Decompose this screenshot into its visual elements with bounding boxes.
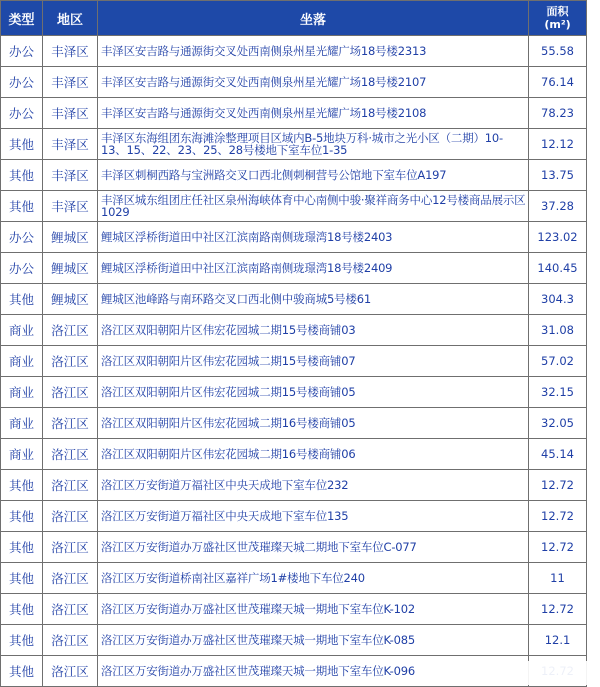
cell-type: 其他 xyxy=(1,501,43,532)
table-row xyxy=(1,656,587,687)
cell-area: 丰泽区 xyxy=(43,160,98,191)
cell-area: 丰泽区 xyxy=(43,98,98,129)
cell-type: 其他 xyxy=(1,284,43,315)
watermark-cover xyxy=(520,661,600,685)
cell-size: 31.08 xyxy=(529,315,587,346)
cell-size: 45.14 xyxy=(529,439,587,470)
header-row xyxy=(1,1,587,36)
table-row xyxy=(1,439,587,470)
cell-size: 32.15 xyxy=(529,377,587,408)
cell-location: 丰泽区刺桐西路与宝洲路交叉口西北侧刺桐营号公馆地下室车位A197 xyxy=(98,160,529,191)
cell-area: 鲤城区 xyxy=(43,253,98,284)
table-row xyxy=(1,98,587,129)
cell-type: 办公 xyxy=(1,222,43,253)
table-row xyxy=(1,284,587,315)
cell-location: 鲤城区浮桥街道田中社区江滨南路南侧珑璟湾18号楼2403 xyxy=(98,222,529,253)
cell-area: 洛江区 xyxy=(43,625,98,656)
table-row xyxy=(1,563,587,594)
cell-type: 办公 xyxy=(1,98,43,129)
cell-location: 丰泽区安吉路与通源街交叉处西南侧泉州星光耀广场18号楼2313 xyxy=(98,36,529,67)
cell-area: 洛江区 xyxy=(43,563,98,594)
cell-area: 鲤城区 xyxy=(43,284,98,315)
cell-type: 商业 xyxy=(1,408,43,439)
cell-size: 78.23 xyxy=(529,98,587,129)
cell-area: 鲤城区 xyxy=(43,222,98,253)
cell-size: 12.72 xyxy=(529,594,587,625)
cell-type: 其他 xyxy=(1,160,43,191)
cell-size: 123.02 xyxy=(529,222,587,253)
table-row xyxy=(1,222,587,253)
cell-area: 丰泽区 xyxy=(43,191,98,222)
cell-location: 洛江区双阳朝阳片区伟宏花园城二期15号楼商铺07 xyxy=(98,346,529,377)
cell-type: 其他 xyxy=(1,656,43,687)
cell-size: 11 xyxy=(529,563,587,594)
header-location: 坐落 xyxy=(98,1,529,36)
cell-area: 洛江区 xyxy=(43,532,98,563)
cell-location: 洛江区双阳朝阳片区伟宏花园城二期16号楼商铺06 xyxy=(98,439,529,470)
cell-size: 57.02 xyxy=(529,346,587,377)
cell-type: 其他 xyxy=(1,129,43,160)
table-row xyxy=(1,594,587,625)
cell-type: 其他 xyxy=(1,625,43,656)
cell-location: 丰泽区安吉路与通源街交叉处西南侧泉州星光耀广场18号楼2108 xyxy=(98,98,529,129)
table-row xyxy=(1,408,587,439)
cell-location: 洛江区万安街道桥南社区嘉祥广场1#楼地下车位240 xyxy=(98,563,529,594)
table-row xyxy=(1,160,587,191)
cell-location: 洛江区双阳朝阳片区伟宏花园城二期15号楼商铺05 xyxy=(98,377,529,408)
cell-area: 洛江区 xyxy=(43,377,98,408)
table-row xyxy=(1,377,587,408)
cell-area: 丰泽区 xyxy=(43,67,98,98)
header-size-line2: (m²) xyxy=(544,18,571,31)
cell-area: 洛江区 xyxy=(43,656,98,687)
cell-size: 12.72 xyxy=(529,532,587,563)
cell-size: 12.72 xyxy=(529,470,587,501)
cell-size: 140.45 xyxy=(529,253,587,284)
cell-size: 304.3 xyxy=(529,284,587,315)
cell-type: 其他 xyxy=(1,563,43,594)
cell-type: 商业 xyxy=(1,315,43,346)
cell-location: 鲤城区池峰路与南环路交叉口西北侧中骏商城5号楼61 xyxy=(98,284,529,315)
header-size xyxy=(529,1,587,36)
table-row xyxy=(1,346,587,377)
cell-area: 洛江区 xyxy=(43,470,98,501)
header-size-line1: 面积 xyxy=(546,5,569,18)
cell-area: 洛江区 xyxy=(43,594,98,625)
cell-area: 洛江区 xyxy=(43,439,98,470)
table-row xyxy=(1,501,587,532)
table-row xyxy=(1,36,587,67)
cell-type: 商业 xyxy=(1,346,43,377)
cell-location: 洛江区万安街道办万盛社区世茂璀璨天城一期地下室车位K-085 xyxy=(98,625,529,656)
cell-location: 洛江区双阳朝阳片区伟宏花园城二期15号楼商铺03 xyxy=(98,315,529,346)
cell-location: 鲤城区浮桥街道田中社区江滨南路南侧珑璟湾18号楼2409 xyxy=(98,253,529,284)
table-row xyxy=(1,67,587,98)
table-row xyxy=(1,191,587,222)
table-row xyxy=(1,129,587,160)
table-row xyxy=(1,625,587,656)
cell-location: 洛江区万安街道办万盛社区世茂璀璨天城一期地下室车位K-102 xyxy=(98,594,529,625)
cell-area: 丰泽区 xyxy=(43,36,98,67)
table-row xyxy=(1,315,587,346)
cell-area: 洛江区 xyxy=(43,315,98,346)
cell-type: 其他 xyxy=(1,532,43,563)
cell-size: 13.75 xyxy=(529,160,587,191)
cell-size: 37.28 xyxy=(529,191,587,222)
cell-type: 商业 xyxy=(1,377,43,408)
cell-location: 洛江区万安街道万福社区中央天成地下室车位135 xyxy=(98,501,529,532)
cell-type: 办公 xyxy=(1,36,43,67)
cell-location: 丰泽区城东组团庄任社区泉州海峡体育中心南侧中骏·聚祥商务中心12号楼商品展示区1029 xyxy=(98,191,529,222)
cell-area: 洛江区 xyxy=(43,501,98,532)
cell-type: 办公 xyxy=(1,253,43,284)
cell-location: 洛江区万安街道办万盛社区世茂璀璨天城一期地下室车位K-096 xyxy=(98,656,529,687)
cell-location: 洛江区万安街道万福社区中央天成地下室车位232 xyxy=(98,470,529,501)
cell-type: 其他 xyxy=(1,470,43,501)
cell-location: 洛江区双阳朝阳片区伟宏花园城二期16号楼商铺05 xyxy=(98,408,529,439)
cell-area: 洛江区 xyxy=(43,408,98,439)
cell-size: 12.1 xyxy=(529,625,587,656)
cell-area: 洛江区 xyxy=(43,346,98,377)
cell-type: 办公 xyxy=(1,67,43,98)
cell-type: 其他 xyxy=(1,594,43,625)
table-body xyxy=(1,36,587,687)
cell-size: 32.05 xyxy=(529,408,587,439)
cell-location: 洛江区万安街道办万盛社区世茂璀璨天城二期地下室车位C-077 xyxy=(98,532,529,563)
cell-size: 12.12 xyxy=(529,129,587,160)
cell-size: 55.58 xyxy=(529,36,587,67)
cell-area: 丰泽区 xyxy=(43,129,98,160)
cell-size: 12.72 xyxy=(529,501,587,532)
cell-type: 其他 xyxy=(1,191,43,222)
table-row xyxy=(1,253,587,284)
header-area: 地区 xyxy=(43,1,98,36)
table-row xyxy=(1,470,587,501)
header-type: 类型 xyxy=(1,1,43,36)
cell-location: 丰泽区安吉路与通源街交叉处西南侧泉州星光耀广场18号楼2107 xyxy=(98,67,529,98)
cell-size: 76.14 xyxy=(529,67,587,98)
table-row xyxy=(1,532,587,563)
cell-location: 丰泽区东海组团东海滩涂整理项目区域内B-5地块万科·城市之光小区（二期）10-13、15、22、23、25、28号楼地下室车位1-35 xyxy=(98,129,529,160)
cell-type: 商业 xyxy=(1,439,43,470)
